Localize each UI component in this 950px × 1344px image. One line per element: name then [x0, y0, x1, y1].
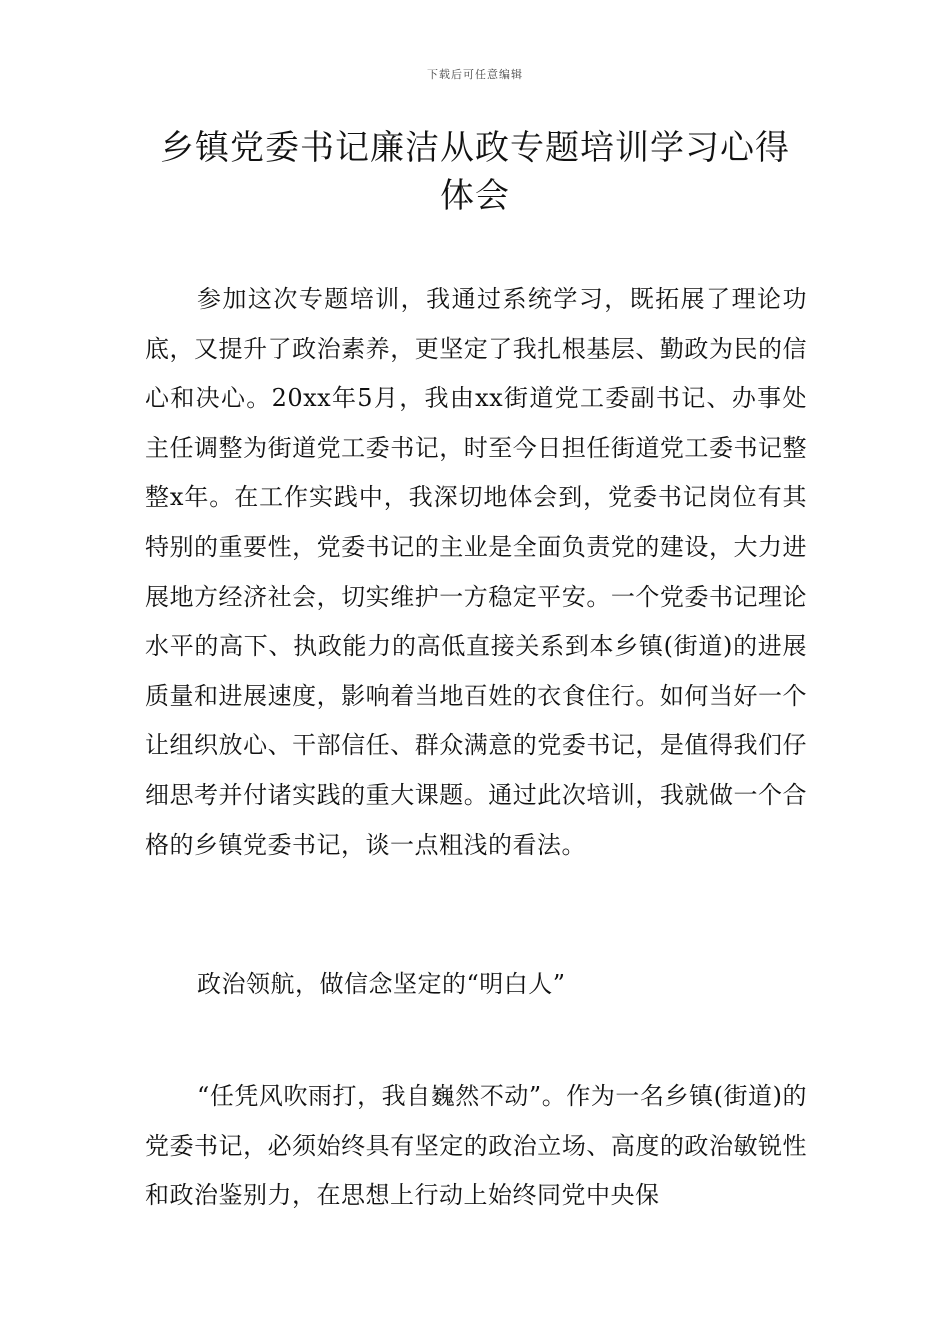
section-heading-1: 政治领航，做信念坚定的“明白人” [197, 970, 566, 998]
document-title: 乡镇党委书记廉洁从政专题培训学习心得体会 [160, 128, 790, 216]
body-paragraph-1: 参加这次专题培训，我通过系统学习，既拓展了理论功底，又提升了政治素养，更坚定了我扎根基层、勤政为民的信心和决心。20xx年5月，我由xx街道党工委副书记、办事处主任调整为街道党工委书记，时至今日担任街道党工委书记整整x年。在工作实践中，我深切地体会到，党委书记岗位有其特别的重要性，党委书记的主业是全面负责党的建设，大力进展地方经济社会，切实维护一方稳定平安。一个党委书记理论水平的高下、执政能力的高低直接关系到本乡镇(街道)的进展质量和进展速度，影响着当地百姓的衣食住行。如何当好一个让组织放心、干部信任、群众满意的党委书记，是值得我们仔细思考并付诸实践的重大课题。通过此次培训，我就做一个合格的乡镇党委书记，谈一点粗浅的看法。 [145, 285, 807, 859]
body-paragraph-2: “任凭风吹雨打，我自巍然不动”。作为一名乡镇(街道)的党委书记，必须始终具有坚定的政治立场、高度的政治敏锐性和政治鉴别力，在思想上行动上始终同党中央保 [145, 1082, 807, 1210]
header-note: 下载后可任意编辑 [427, 68, 523, 81]
